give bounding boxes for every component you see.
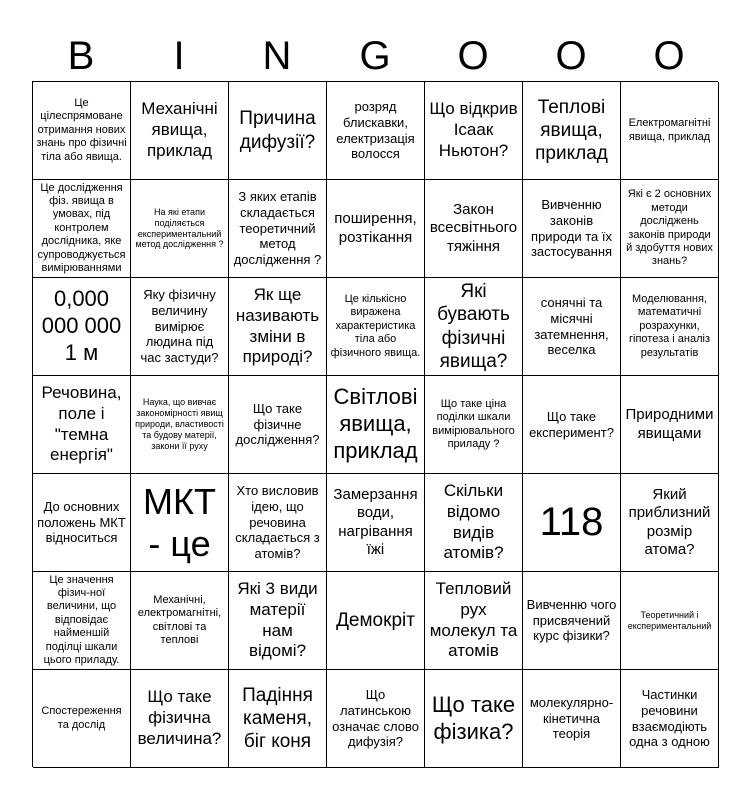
bingo-cell[interactable] <box>327 376 425 474</box>
bingo-cell[interactable] <box>523 670 621 768</box>
bingo-cell[interactable] <box>131 670 229 768</box>
bingo-cell[interactable] <box>425 670 523 768</box>
cell-text: Що таке фізична величина? <box>137 687 222 748</box>
bingo-card-grid <box>32 81 718 767</box>
bingo-cell[interactable] <box>131 82 229 180</box>
bingo-cell[interactable] <box>523 180 621 278</box>
bingo-cell[interactable] <box>33 474 131 572</box>
bingo-cell[interactable] <box>229 82 327 180</box>
cell-text: Як ще називають зміни в природі? <box>235 285 320 367</box>
cell-text: Механічні явища, приклад <box>141 99 218 160</box>
cell-text: Причина дифузії? <box>239 108 316 153</box>
cell-text: Які 3 види матерії нам відомі? <box>237 579 318 661</box>
bingo-cell[interactable] <box>131 474 229 572</box>
cell-text: Скільки відомо видів атомів? <box>443 481 504 563</box>
cell-text: поширення, розтікання <box>334 210 417 246</box>
cell-text: Це цілеспрямоване отримання нових знань про фізичні тіла або явища. <box>36 96 127 163</box>
cell-text: Який приблизний розмір атома? <box>628 485 711 558</box>
cell-text: Замерзання води, нагрівання їжі <box>333 485 418 558</box>
bingo-cell[interactable] <box>33 180 131 278</box>
bingo-cell[interactable] <box>621 670 719 768</box>
cell-text: Які є 2 основних методи досліджень законів природи й здобуття нових знань? <box>626 188 713 268</box>
cell-text: Природними явищами <box>625 406 714 442</box>
bingo-cell[interactable] <box>523 82 621 180</box>
cell-text: Речовина, поле і "темна енергія" <box>41 383 122 465</box>
cell-text: Хто висловив ідею, що речовина складається з атомів? <box>235 482 320 562</box>
bingo-cell[interactable] <box>33 376 131 474</box>
bingo-cell[interactable] <box>327 180 425 278</box>
cell-text: молекулярно-кінетична теорія <box>529 694 614 742</box>
bingo-cell[interactable] <box>425 278 523 376</box>
bingo-cell[interactable] <box>523 278 621 376</box>
cell-text: Демокріт <box>336 609 415 631</box>
bingo-cell[interactable] <box>33 278 131 376</box>
cell-text: Світлові явища, приклад <box>333 384 418 463</box>
bingo-cell[interactable] <box>327 82 425 180</box>
bingo-cell[interactable] <box>621 572 719 670</box>
bingo-cell[interactable] <box>621 278 719 376</box>
cell-text: Вивченню чого присвячений курс фізики? <box>526 596 617 644</box>
cell-text: Це значення фізич-ної величини, що відповідає найменшій поділці шкали цього приладу. <box>43 573 120 667</box>
bingo-cell[interactable] <box>425 180 523 278</box>
cell-text: 118 <box>539 500 604 545</box>
cell-text: Падіння каменя, біг коня <box>242 684 313 753</box>
bingo-cell[interactable] <box>327 572 425 670</box>
bingo-cell[interactable] <box>523 572 621 670</box>
cell-text: Механічні, електромагнітні, світлові та теплові <box>137 593 222 646</box>
bingo-cell[interactable] <box>33 82 131 180</box>
bingo-cell[interactable] <box>229 180 327 278</box>
bingo-cell[interactable] <box>425 572 523 670</box>
cell-text: Це дослідження фіз. явища в умовах, під контролем дослідника, яке супроводжується вимірюваннями <box>37 181 126 275</box>
header-letter-o-3: O <box>653 33 685 78</box>
cell-text: розряд блискавки, електризація волосся <box>336 98 415 162</box>
cell-text: Закон всесвітнього тяжіння <box>429 201 518 255</box>
bingo-cell[interactable] <box>229 474 327 572</box>
bingo-cell[interactable] <box>327 474 425 572</box>
header-letter-b: B <box>67 33 95 78</box>
header-letter-g: G <box>359 33 391 78</box>
cell-text: Теоретичний і експериментальний <box>627 609 712 631</box>
bingo-cell[interactable] <box>33 572 131 670</box>
bingo-cell[interactable] <box>621 474 719 572</box>
bingo-cell[interactable] <box>229 670 327 768</box>
bingo-header <box>32 30 718 82</box>
bingo-cell[interactable] <box>229 278 327 376</box>
cell-text: Що відкрив Ісаак Ньютон? <box>429 99 518 160</box>
header-letter-o-1: O <box>457 33 489 78</box>
cell-text: Що таке фізика? <box>431 691 516 744</box>
bingo-cell[interactable] <box>327 670 425 768</box>
cell-text: сонячні та місячні затемнення, веселка <box>534 294 609 358</box>
cell-text: Що таке експеримент? <box>529 408 614 440</box>
header-letter-i: I <box>173 33 185 78</box>
bingo-cell[interactable] <box>131 572 229 670</box>
cell-text: Що таке ціна поділки шкали вимірювального приладу ? <box>432 397 515 450</box>
bingo-cell[interactable] <box>131 376 229 474</box>
header-letter-o-2: O <box>555 33 587 78</box>
bingo-cell[interactable] <box>621 376 719 474</box>
cell-text: 0,000 000 000 1 м <box>41 286 122 365</box>
header-letter-n: N <box>262 33 292 78</box>
bingo-cell[interactable] <box>425 474 523 572</box>
cell-text: Моделювання, математичні розрахунки, гіпотеза і аналіз результатів <box>628 292 710 359</box>
bingo-cell[interactable] <box>327 278 425 376</box>
bingo-cell[interactable] <box>425 82 523 180</box>
cell-text: З яких етапів складається теоретичний метод дослідження ? <box>233 188 322 268</box>
cell-text: До основних положень МКТ відноситься <box>37 498 126 546</box>
cell-text: Теплові явища, приклад <box>535 96 608 165</box>
bingo-cell[interactable] <box>131 278 229 376</box>
cell-text: Тепловий рух молекул та атомів <box>429 579 518 661</box>
cell-text: Це кількісно виражена характеристика тіла або фізичного явища. <box>330 292 421 359</box>
bingo-cell[interactable] <box>229 376 327 474</box>
bingo-cell[interactable] <box>621 82 719 180</box>
bingo-cell[interactable] <box>621 180 719 278</box>
bingo-cell[interactable] <box>425 376 523 474</box>
bingo-cell[interactable] <box>33 670 131 768</box>
cell-text: Вивченню законів природи та їх застосування <box>530 196 613 260</box>
bingo-cell[interactable] <box>229 572 327 670</box>
cell-text: Наука, що вивчає закономірності явищ природи, властивості та будову матерії, закони її руху <box>135 397 224 451</box>
cell-text: Електромагнітні явища, приклад <box>628 117 711 143</box>
bingo-cell[interactable] <box>523 376 621 474</box>
cell-text: Що латинською означає слово дифузія? <box>332 686 419 750</box>
cell-text: Спостереження та дослід <box>41 705 122 731</box>
cell-text: МКТ - це <box>143 481 216 564</box>
bingo-cell[interactable] <box>131 180 229 278</box>
cell-text: Що таке фізичне дослідження? <box>235 400 320 448</box>
cell-text: Частинки речовини взаємодіють одна з одною <box>629 686 710 750</box>
bingo-cell[interactable] <box>523 474 621 572</box>
cell-text: Яку фізичну величину вимірює людина під час застуди? <box>140 286 219 366</box>
cell-text: Які бувають фізичні явища? <box>437 281 510 372</box>
cell-text: На які етапи поділяється експериментальний метод дослідження ? <box>135 206 224 250</box>
